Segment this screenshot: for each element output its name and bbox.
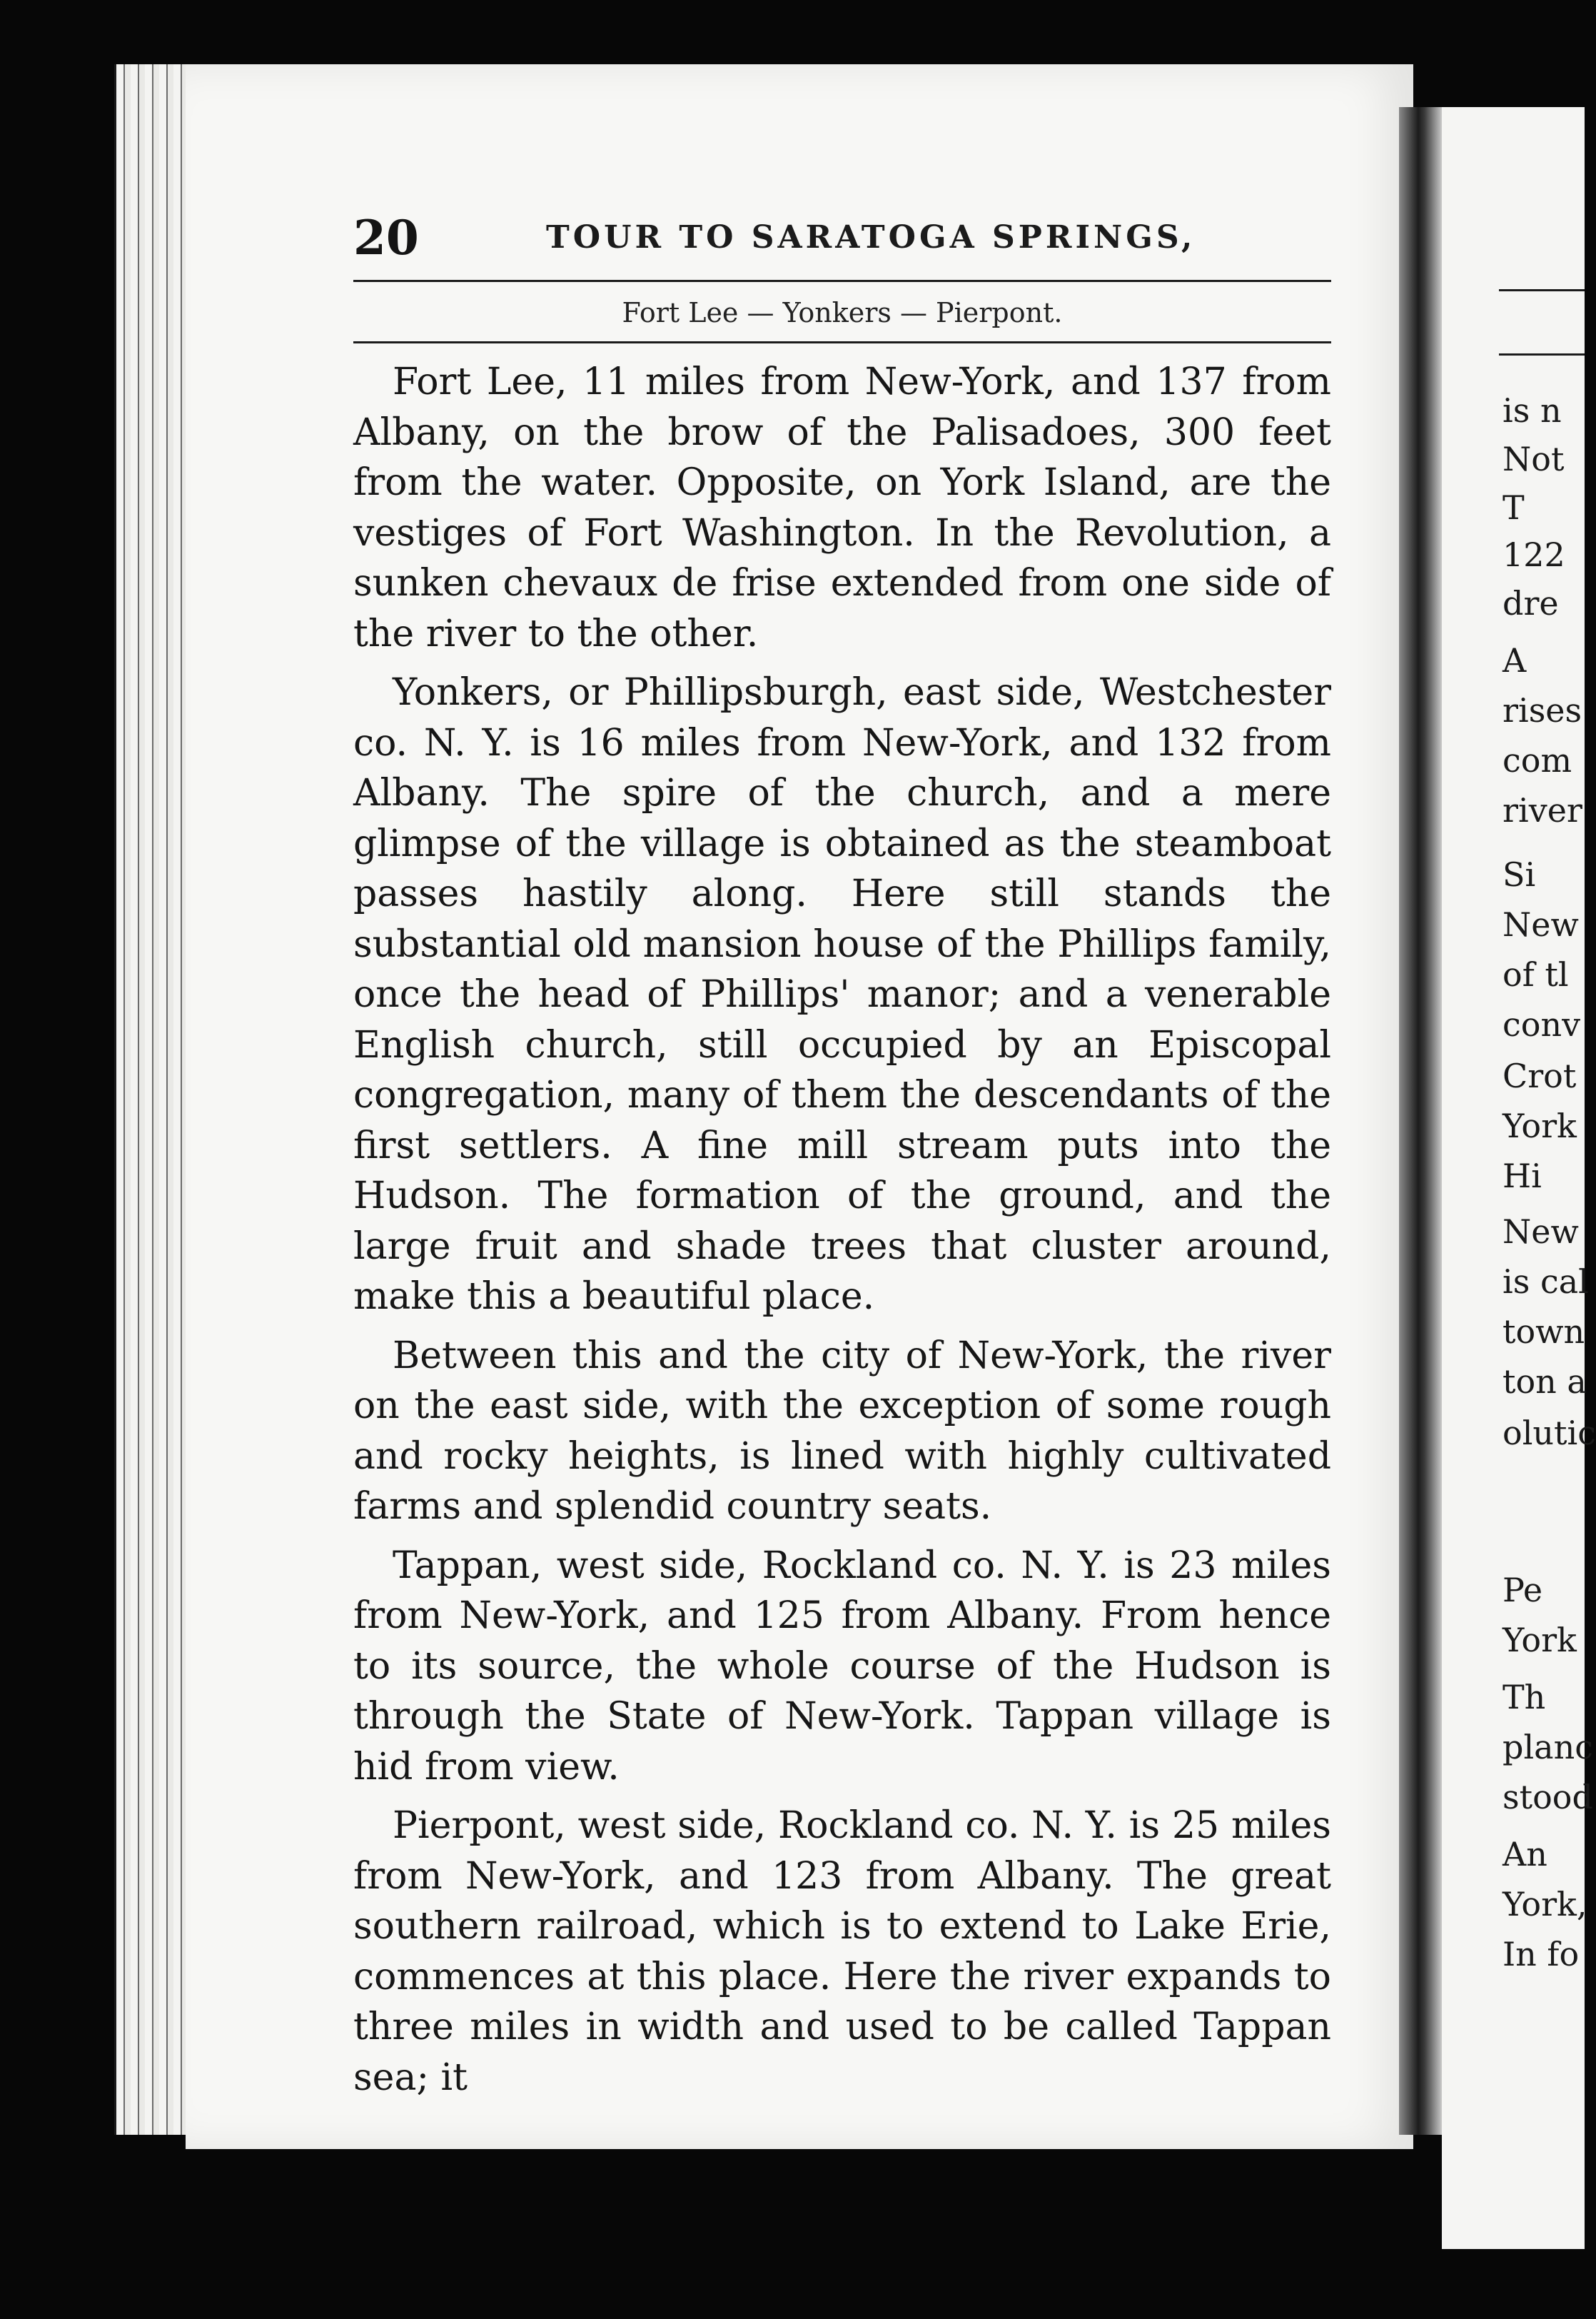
facing-page-line: An — [1502, 1835, 1547, 1873]
header-rule — [353, 280, 1331, 282]
facing-page-line: is n — [1502, 391, 1562, 430]
facing-page-rule — [1499, 353, 1585, 356]
running-title: TOUR TO SARATOGA SPRINGS, — [546, 219, 1196, 256]
facing-page-line: New — [1502, 905, 1579, 944]
facing-page-line: Hi — [1502, 1157, 1542, 1195]
section-subhead: Fort Lee — Yonkers — Pierpont. — [622, 297, 1063, 328]
facing-page-line: river — [1502, 791, 1582, 830]
facing-page-line: is cal — [1502, 1262, 1589, 1301]
facing-page-line: Crot — [1502, 1057, 1577, 1095]
facing-page-edge — [1442, 107, 1596, 2249]
facing-page-line: planc — [1502, 1728, 1593, 1766]
facing-page-line: Si — [1502, 855, 1536, 894]
paragraph-pierpont: Pierpont, west side, Rockland co. N. Y. is 25 miles from New-York, and 123 from Albany. The great southern railroad, which is to extend to Lake Erie, commences at this place. Here the river expands to three miles in width and used to be called Tappan sea; it — [353, 1804, 1331, 2099]
facing-page-line: York, — [1502, 1885, 1587, 1923]
facing-page-rule — [1499, 289, 1585, 291]
facing-page-line: rises — [1502, 691, 1582, 730]
facing-page-line: stood — [1502, 1778, 1593, 1816]
facing-page-line: dre — [1502, 584, 1559, 623]
paragraph-tappan: Tappan, west side, Rockland co. N. Y. is 23 miles from New-York, and 125 from Albany. From hence to its source, the whole course of the Hudson is through the State of New-York. Tappan village is hid from view. — [353, 1544, 1331, 1789]
facing-page-line: York — [1502, 1621, 1577, 1659]
paragraph-between: Between this and the city of New-York, the river on the east side, with the exception of some rough and rocky heights, is lined with highly cultivated farms and splendid country seats. — [353, 1334, 1331, 1528]
facing-page-line: of tl — [1502, 955, 1569, 994]
facing-page-line: T — [1502, 488, 1525, 527]
body-text — [353, 357, 1331, 2111]
facing-page-line: 122 — [1502, 535, 1565, 574]
page-number: 20 — [353, 210, 419, 266]
facing-page-line: York — [1502, 1107, 1577, 1145]
running-head — [353, 206, 1331, 270]
facing-page-line: ton a — [1502, 1362, 1587, 1401]
facing-page-line: olutic — [1502, 1414, 1596, 1452]
facing-page-line: conv — [1502, 1005, 1581, 1044]
paragraph-fort-lee: Fort Lee, 11 miles from New-York, and 137 from Albany, on the brow of the Palisadoes, 300 feet from the water. Opposite, on York Island, are the vestiges of Fort Washington. In the Revolution, a sunken chevaux de frise extended from one side of the river to the other. — [353, 361, 1331, 655]
facing-page-line: com — [1502, 741, 1572, 780]
paragraph-yonkers: Yonkers, or Phillipsburgh, east side, Westchester co. N. Y. is 16 miles from New-York, and 132 from Albany. The spire of the church, and a mere glimpse of the village is obtained as the steamboat passes hastily along. Here still stands the substantial old mansion house of the Phillips family, once the head of Phillips' manor; and a venerable English church, still occupied by an Episcopal congregation, many of them the descendants of the first settlers. A fine mill stream puts into the Hudson. The formation of the ground, and the large fruit and shade trees that cluster around, make this a beautiful place. — [353, 671, 1331, 1318]
facing-page-line: Pe — [1502, 1571, 1543, 1609]
facing-page-line: In fo — [1502, 1935, 1580, 1973]
book-gutter — [1399, 107, 1442, 2135]
subhead-rule — [353, 341, 1331, 343]
facing-page-line: Not — [1502, 440, 1565, 478]
facing-page-line: A — [1502, 641, 1527, 680]
facing-page-line: town — [1502, 1312, 1585, 1351]
facing-page-line: New — [1502, 1212, 1579, 1251]
facing-page-line: Th — [1502, 1678, 1546, 1716]
